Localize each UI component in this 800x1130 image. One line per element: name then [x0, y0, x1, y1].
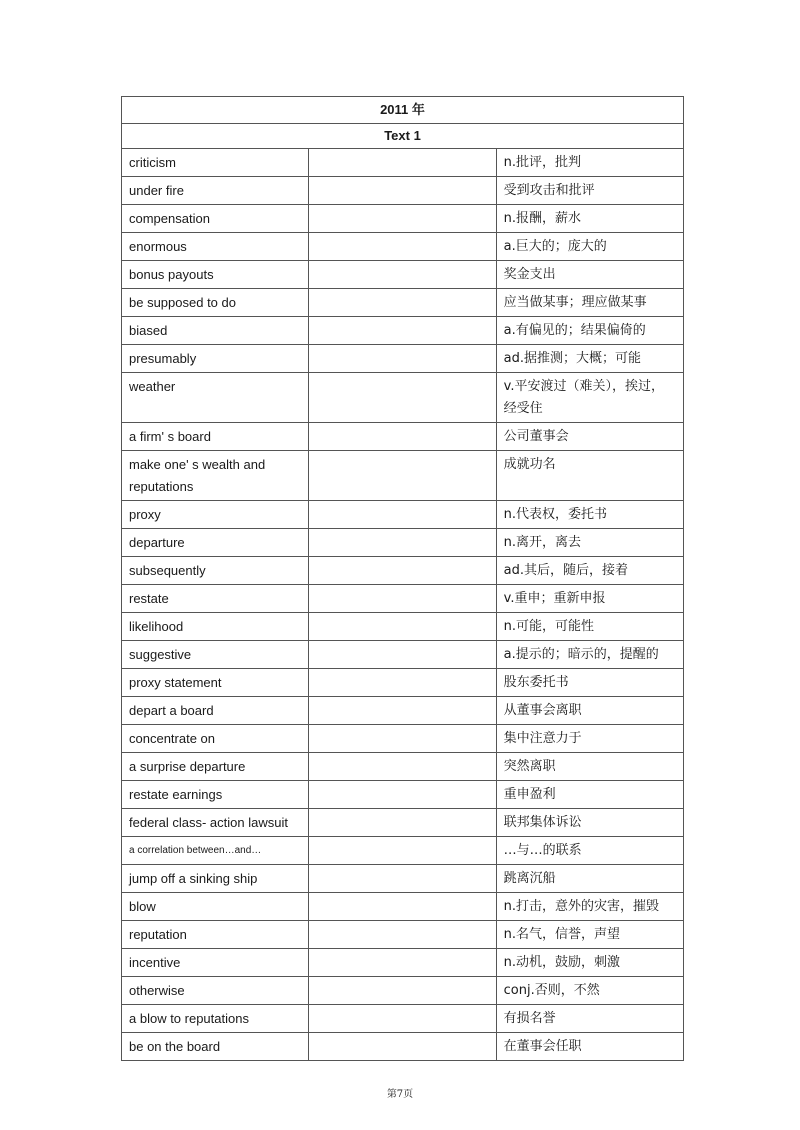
table-row	[122, 557, 684, 585]
english-term: proxy	[122, 501, 309, 529]
chinese-meaning: 成就功名	[496, 451, 683, 501]
table-row	[122, 233, 684, 261]
table-row	[122, 1033, 684, 1061]
chinese-meaning: n.离开，离去	[496, 529, 683, 557]
table-row	[122, 1005, 684, 1033]
blank-cell	[309, 373, 496, 423]
chinese-meaning: n.报酬，薪水	[496, 205, 683, 233]
section-header-row	[122, 124, 684, 149]
blank-cell	[309, 501, 496, 529]
english-term: enormous	[122, 233, 309, 261]
english-term: proxy statement	[122, 669, 309, 697]
blank-cell	[309, 205, 496, 233]
table-row	[122, 949, 684, 977]
table-row	[122, 345, 684, 373]
table-row	[122, 501, 684, 529]
blank-cell	[309, 261, 496, 289]
table-row	[122, 289, 684, 317]
year-header-row	[122, 97, 684, 124]
chinese-meaning: ad.其后，随后，接着	[496, 557, 683, 585]
english-term: reputation	[122, 921, 309, 949]
english-term: under fire	[122, 177, 309, 205]
table-row	[122, 977, 684, 1005]
chinese-meaning: n.名气，信誉，声望	[496, 921, 683, 949]
blank-cell	[309, 557, 496, 585]
chinese-meaning: …与…的联系	[496, 837, 683, 865]
chinese-meaning: 股东委托书	[496, 669, 683, 697]
table-row	[122, 641, 684, 669]
blank-cell	[309, 753, 496, 781]
english-term: federal class- action lawsuit	[122, 809, 309, 837]
english-term: departure	[122, 529, 309, 557]
english-term: otherwise	[122, 977, 309, 1005]
blank-cell	[309, 529, 496, 557]
chinese-meaning: 突然离职	[496, 753, 683, 781]
chinese-meaning: 奖金支出	[496, 261, 683, 289]
english-term: suggestive	[122, 641, 309, 669]
chinese-meaning: 联邦集体诉讼	[496, 809, 683, 837]
blank-cell	[309, 865, 496, 893]
table-row	[122, 697, 684, 725]
english-term: biased	[122, 317, 309, 345]
table-row	[122, 205, 684, 233]
english-term: be on the board	[122, 1033, 309, 1061]
english-term: weather	[122, 373, 309, 423]
chinese-meaning: n.可能，可能性	[496, 613, 683, 641]
table-row	[122, 893, 684, 921]
english-term: incentive	[122, 949, 309, 977]
blank-cell	[309, 641, 496, 669]
vocabulary-table	[121, 96, 684, 1061]
table-row	[122, 451, 684, 501]
blank-cell	[309, 177, 496, 205]
chinese-meaning: a.巨大的；庞大的	[496, 233, 683, 261]
english-term: presumably	[122, 345, 309, 373]
english-term: blow	[122, 893, 309, 921]
chinese-meaning: 公司董事会	[496, 423, 683, 451]
blank-cell	[309, 809, 496, 837]
blank-cell	[309, 233, 496, 261]
english-term: restate earnings	[122, 781, 309, 809]
table-row	[122, 865, 684, 893]
table-row	[122, 669, 684, 697]
blank-cell	[309, 977, 496, 1005]
blank-cell	[309, 921, 496, 949]
blank-cell	[309, 893, 496, 921]
blank-cell	[309, 345, 496, 373]
chinese-meaning: 从董事会离职	[496, 697, 683, 725]
table-row	[122, 149, 684, 177]
chinese-meaning: a.有偏见的；结果偏倚的	[496, 317, 683, 345]
chinese-meaning: n.打击，意外的灾害，摧毁	[496, 893, 683, 921]
table-row	[122, 261, 684, 289]
table-row	[122, 423, 684, 451]
english-term: jump off a sinking ship	[122, 865, 309, 893]
english-term: restate	[122, 585, 309, 613]
blank-cell	[309, 1005, 496, 1033]
blank-cell	[309, 669, 496, 697]
chinese-meaning: a.提示的；暗示的，提醒的	[496, 641, 683, 669]
chinese-meaning: 跳离沉船	[496, 865, 683, 893]
table-row	[122, 177, 684, 205]
blank-cell	[309, 585, 496, 613]
blank-cell	[309, 837, 496, 865]
chinese-meaning: v.平安渡过（难关），挨过，经受住	[496, 373, 683, 423]
english-term: a surprise departure	[122, 753, 309, 781]
blank-cell	[309, 697, 496, 725]
english-term: likelihood	[122, 613, 309, 641]
blank-cell	[309, 949, 496, 977]
chinese-meaning: 在董事会任职	[496, 1033, 683, 1061]
english-term: compensation	[122, 205, 309, 233]
table-row	[122, 753, 684, 781]
table-row	[122, 921, 684, 949]
chinese-meaning: n.批评，批判	[496, 149, 683, 177]
english-term: concentrate on	[122, 725, 309, 753]
english-term: be supposed to do	[122, 289, 309, 317]
english-term: a blow to reputations	[122, 1005, 309, 1033]
chinese-meaning: 受到攻击和批评	[496, 177, 683, 205]
chinese-meaning: v.重申；重新申报	[496, 585, 683, 613]
table-row	[122, 837, 684, 865]
blank-cell	[309, 781, 496, 809]
table-row	[122, 725, 684, 753]
chinese-meaning: 有损名誉	[496, 1005, 683, 1033]
blank-cell	[309, 149, 496, 177]
chinese-meaning: ad.据推测；大概；可能	[496, 345, 683, 373]
chinese-meaning: n.动机，鼓励，刺激	[496, 949, 683, 977]
page-number: 第7页	[386, 1089, 414, 1100]
chinese-meaning: 集中注意力于	[496, 725, 683, 753]
english-term: subsequently	[122, 557, 309, 585]
blank-cell	[309, 317, 496, 345]
table-row	[122, 613, 684, 641]
english-term: depart a board	[122, 697, 309, 725]
table-row	[122, 781, 684, 809]
english-term: make one' s wealth and reputations	[122, 451, 309, 501]
english-term: a firm' s board	[122, 423, 309, 451]
english-term: a correlation between…and…	[122, 837, 309, 865]
table-row	[122, 809, 684, 837]
blank-cell	[309, 289, 496, 317]
chinese-meaning: conj.否则，不然	[496, 977, 683, 1005]
chinese-meaning: 应当做某事；理应做某事	[496, 289, 683, 317]
blank-cell	[309, 725, 496, 753]
table-row	[122, 585, 684, 613]
english-term: criticism	[122, 149, 309, 177]
section-heading: Text 1	[122, 124, 684, 149]
year-heading: 2011 年	[122, 97, 684, 124]
table-row	[122, 529, 684, 557]
table-row	[122, 317, 684, 345]
blank-cell	[309, 451, 496, 501]
blank-cell	[309, 1033, 496, 1061]
chinese-meaning: n.代表权，委托书	[496, 501, 683, 529]
table-row	[122, 373, 684, 423]
english-term: bonus payouts	[122, 261, 309, 289]
chinese-meaning: 重申盈利	[496, 781, 683, 809]
blank-cell	[309, 423, 496, 451]
blank-cell	[309, 613, 496, 641]
